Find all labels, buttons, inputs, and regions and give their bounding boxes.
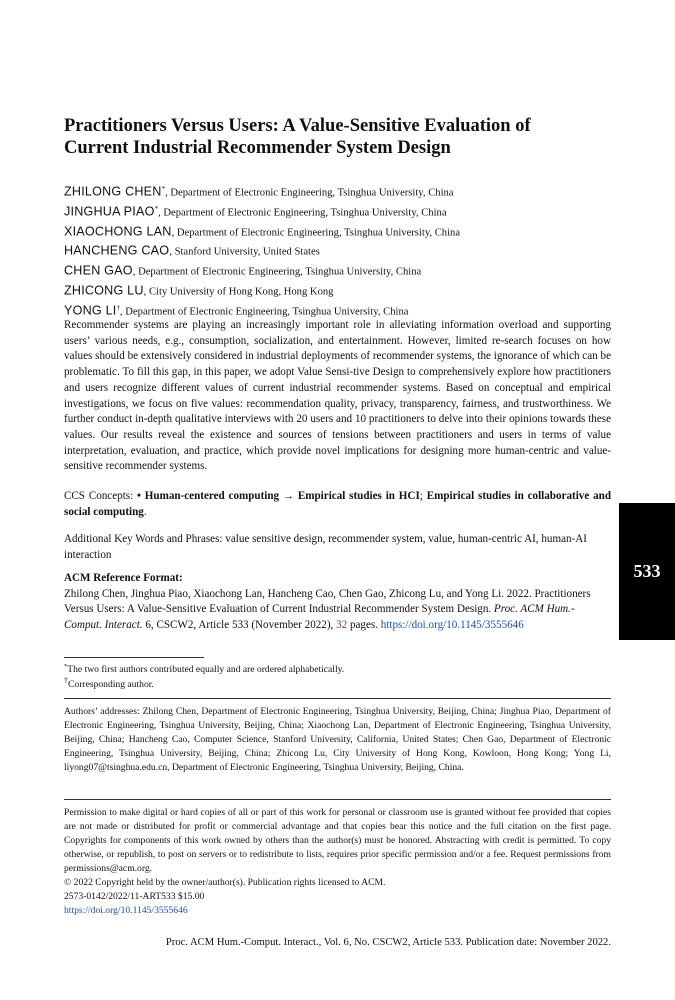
author-entry: [64, 299, 611, 319]
author-affiliation: , Department of Electronic Engineering, Tsinghua University, China: [120, 306, 409, 318]
author-entry: [64, 200, 611, 220]
footnote-rule: [64, 657, 204, 658]
doi-footer-link[interactable]: https://doi.org/10.1145/3555646: [64, 905, 188, 916]
footnote-text: The two first authors contributed equally and are ordered alphabetically.: [67, 664, 345, 676]
author-mark: *: [161, 185, 166, 193]
ccs-end: .: [143, 505, 147, 518]
author-entry: [64, 259, 611, 279]
author-entry: [64, 279, 611, 299]
doi-link[interactable]: https://doi.org/10.1145/3555646: [380, 619, 524, 632]
author-affiliation: , Department of Electronic Engineering, Tsinghua University, China: [132, 266, 422, 278]
ccs-label: CCS Concepts:: [64, 490, 138, 502]
title-line-1: Practitioners Versus Users: A Value-Sensitive Evaluation of: [64, 116, 531, 136]
ccs-concept: Human-centered computing → Empirical studies in HCI: [144, 490, 420, 502]
author-addresses: Authors’ addresses: Zhilong Chen, Department of Electronic Engineering, Tsinghua University, Beijing, China; Jinghua Piao, Department of Electronic Engineering, Tsinghua University, Beijing, China; Xiaochong Lan, Department of Electronic Engineering, Tsinghua University, Beijing, China; Hancheng Cao, Computer Science, Stanford University, California, United States; Chen Gao, Department of Electronic Engineering, Tsinghua University, Beijing, China; Zhicong Lu, City University of Hong Kong, Kowloon, Hong Kong; Yong Li, liyong07@tsinghua.edu.cn, Department of Electronic Engineering, Tsinghua University, Beijing, China.: [64, 706, 611, 774]
author-affiliation: , Department of Electronic Engineering, Tsinghua University, China: [171, 227, 461, 239]
abstract: Recommender systems are playing an increasingly important role in alleviating information overload and supporting users’ various needs, e.g., consumption, socialization, and entertainment. However, limited re-search focuses on how values should be extensively considered in industrial deployments of recommender systems, the ignorance of which can be problematic. To fill this gap, in this paper, we adopt Value Sensi-tive Design to comprehensively explore how practitioners and users recognize different values of current industrial recommender systems. Based on conceptual and empirical investigations, we focus on five values: recommendation quality, privacy, transparency, fairness, and trustworthiness. We further conduct in-depth qualitative interviews with 20 users and 10 practitioners to delve into their opinions towards these values. Our results reveal the existence and sources of tensions between practitioners and users in terms of value interpretation, evaluation, and practice, which provide novel implications for designing more human-centric and value-sensitive recommender systems.: [64, 319, 611, 473]
acm-reference-heading: ACM Reference Format:: [64, 572, 183, 584]
author-mark: †: [116, 303, 120, 312]
permission-rule: [64, 799, 611, 800]
page-footer: Proc. ACM Hum.-Comput. Interact., Vol. 6, No. CSCW2, Article 533. Publication date: November 2022.: [165, 937, 611, 948]
author-name: JINGHUA PIAO: [64, 204, 155, 219]
acm-reference-text: pages.: [347, 619, 381, 632]
address-rule: [64, 698, 611, 699]
permission-block: [64, 806, 611, 918]
author-name: CHEN GAO: [64, 263, 133, 278]
acm-reference-text: 6, CSCW2, Article 533 (November 2022),: [142, 619, 337, 632]
footnote-corresponding: [64, 674, 611, 692]
author-entry: [64, 239, 611, 259]
issn-line: 2573-0142/2022/11-ART533 $15.00: [64, 891, 205, 902]
author-entry: [64, 180, 611, 200]
author-name: ZHICONG LU: [64, 283, 144, 298]
title-line-2: Current Industrial Recommender System Design: [64, 138, 451, 158]
author-affiliation: , City University of Hong Kong, Hong Kong: [143, 286, 334, 298]
author-name: XIAOCHONG LAN: [64, 224, 172, 239]
ccs-concepts: [64, 489, 611, 520]
keywords: Additional Key Words and Phrases: value sensitive design, recommender system, value, human-centric AI, human-AI interaction: [64, 533, 587, 561]
author-affiliation: , Department of Electronic Engineering, Tsinghua University, China: [158, 207, 447, 219]
article-number-tab: 533: [619, 503, 675, 640]
author-list: [64, 180, 611, 319]
author-affiliation: , Stanford University, United States: [169, 246, 320, 258]
acm-reference: [64, 571, 611, 634]
author-name: ZHILONG CHEN: [64, 184, 162, 199]
ccs-bullet: •: [137, 490, 145, 502]
acm-reference-text: Zhilong Chen, Jinghua Piao, Xiaochong Lan, Hancheng Cao, Chen Gao, Zhicong Lu, and Yong Li. 2022. Practitioners Versus Users: A Value-Sensitive Evaluation of Current Industrial Recommender System Design.: [64, 587, 591, 616]
footnote-text: Corresponding author.: [68, 679, 154, 691]
author-entry: [64, 220, 611, 240]
author-name: YONG LI: [64, 303, 117, 318]
paper-title: [64, 115, 611, 159]
pages-link[interactable]: 32: [336, 619, 348, 632]
acm-reference-journal: Proc. ACM Hum.-Comput. Interact.: [64, 603, 575, 632]
author-name: HANCHENG CAO: [64, 243, 170, 258]
author-affiliation: , Department of Electronic Engineering, Tsinghua University, China: [165, 187, 454, 199]
ccs-concept: Empirical studies in collaborative and social computing: [64, 490, 611, 518]
footnote-mark: *: [64, 663, 68, 670]
copyright-line: © 2022 Copyright held by the owner/author(s). Publication rights licensed to ACM.: [64, 877, 386, 888]
permission-notice: Permission to make digital or hard copies of all or part of this work for personal or classroom use is granted without fee provided that copies are not made or distributed for profit or commercial advantage and that copies bear this notice and the full citation on the first page. Copyrights for components of this work owned by others than the author(s) must be honored. Abstracting with credit is permitted. To copy otherwise, or republish, to post on servers or to redistribute to lists, requires prior specific permission and/or a fee. Request permissions from permissions@acm.org.: [64, 807, 611, 874]
author-mark: *: [154, 204, 159, 213]
ccs-separator: ;: [419, 490, 427, 502]
footnote-mark: †: [64, 676, 68, 685]
